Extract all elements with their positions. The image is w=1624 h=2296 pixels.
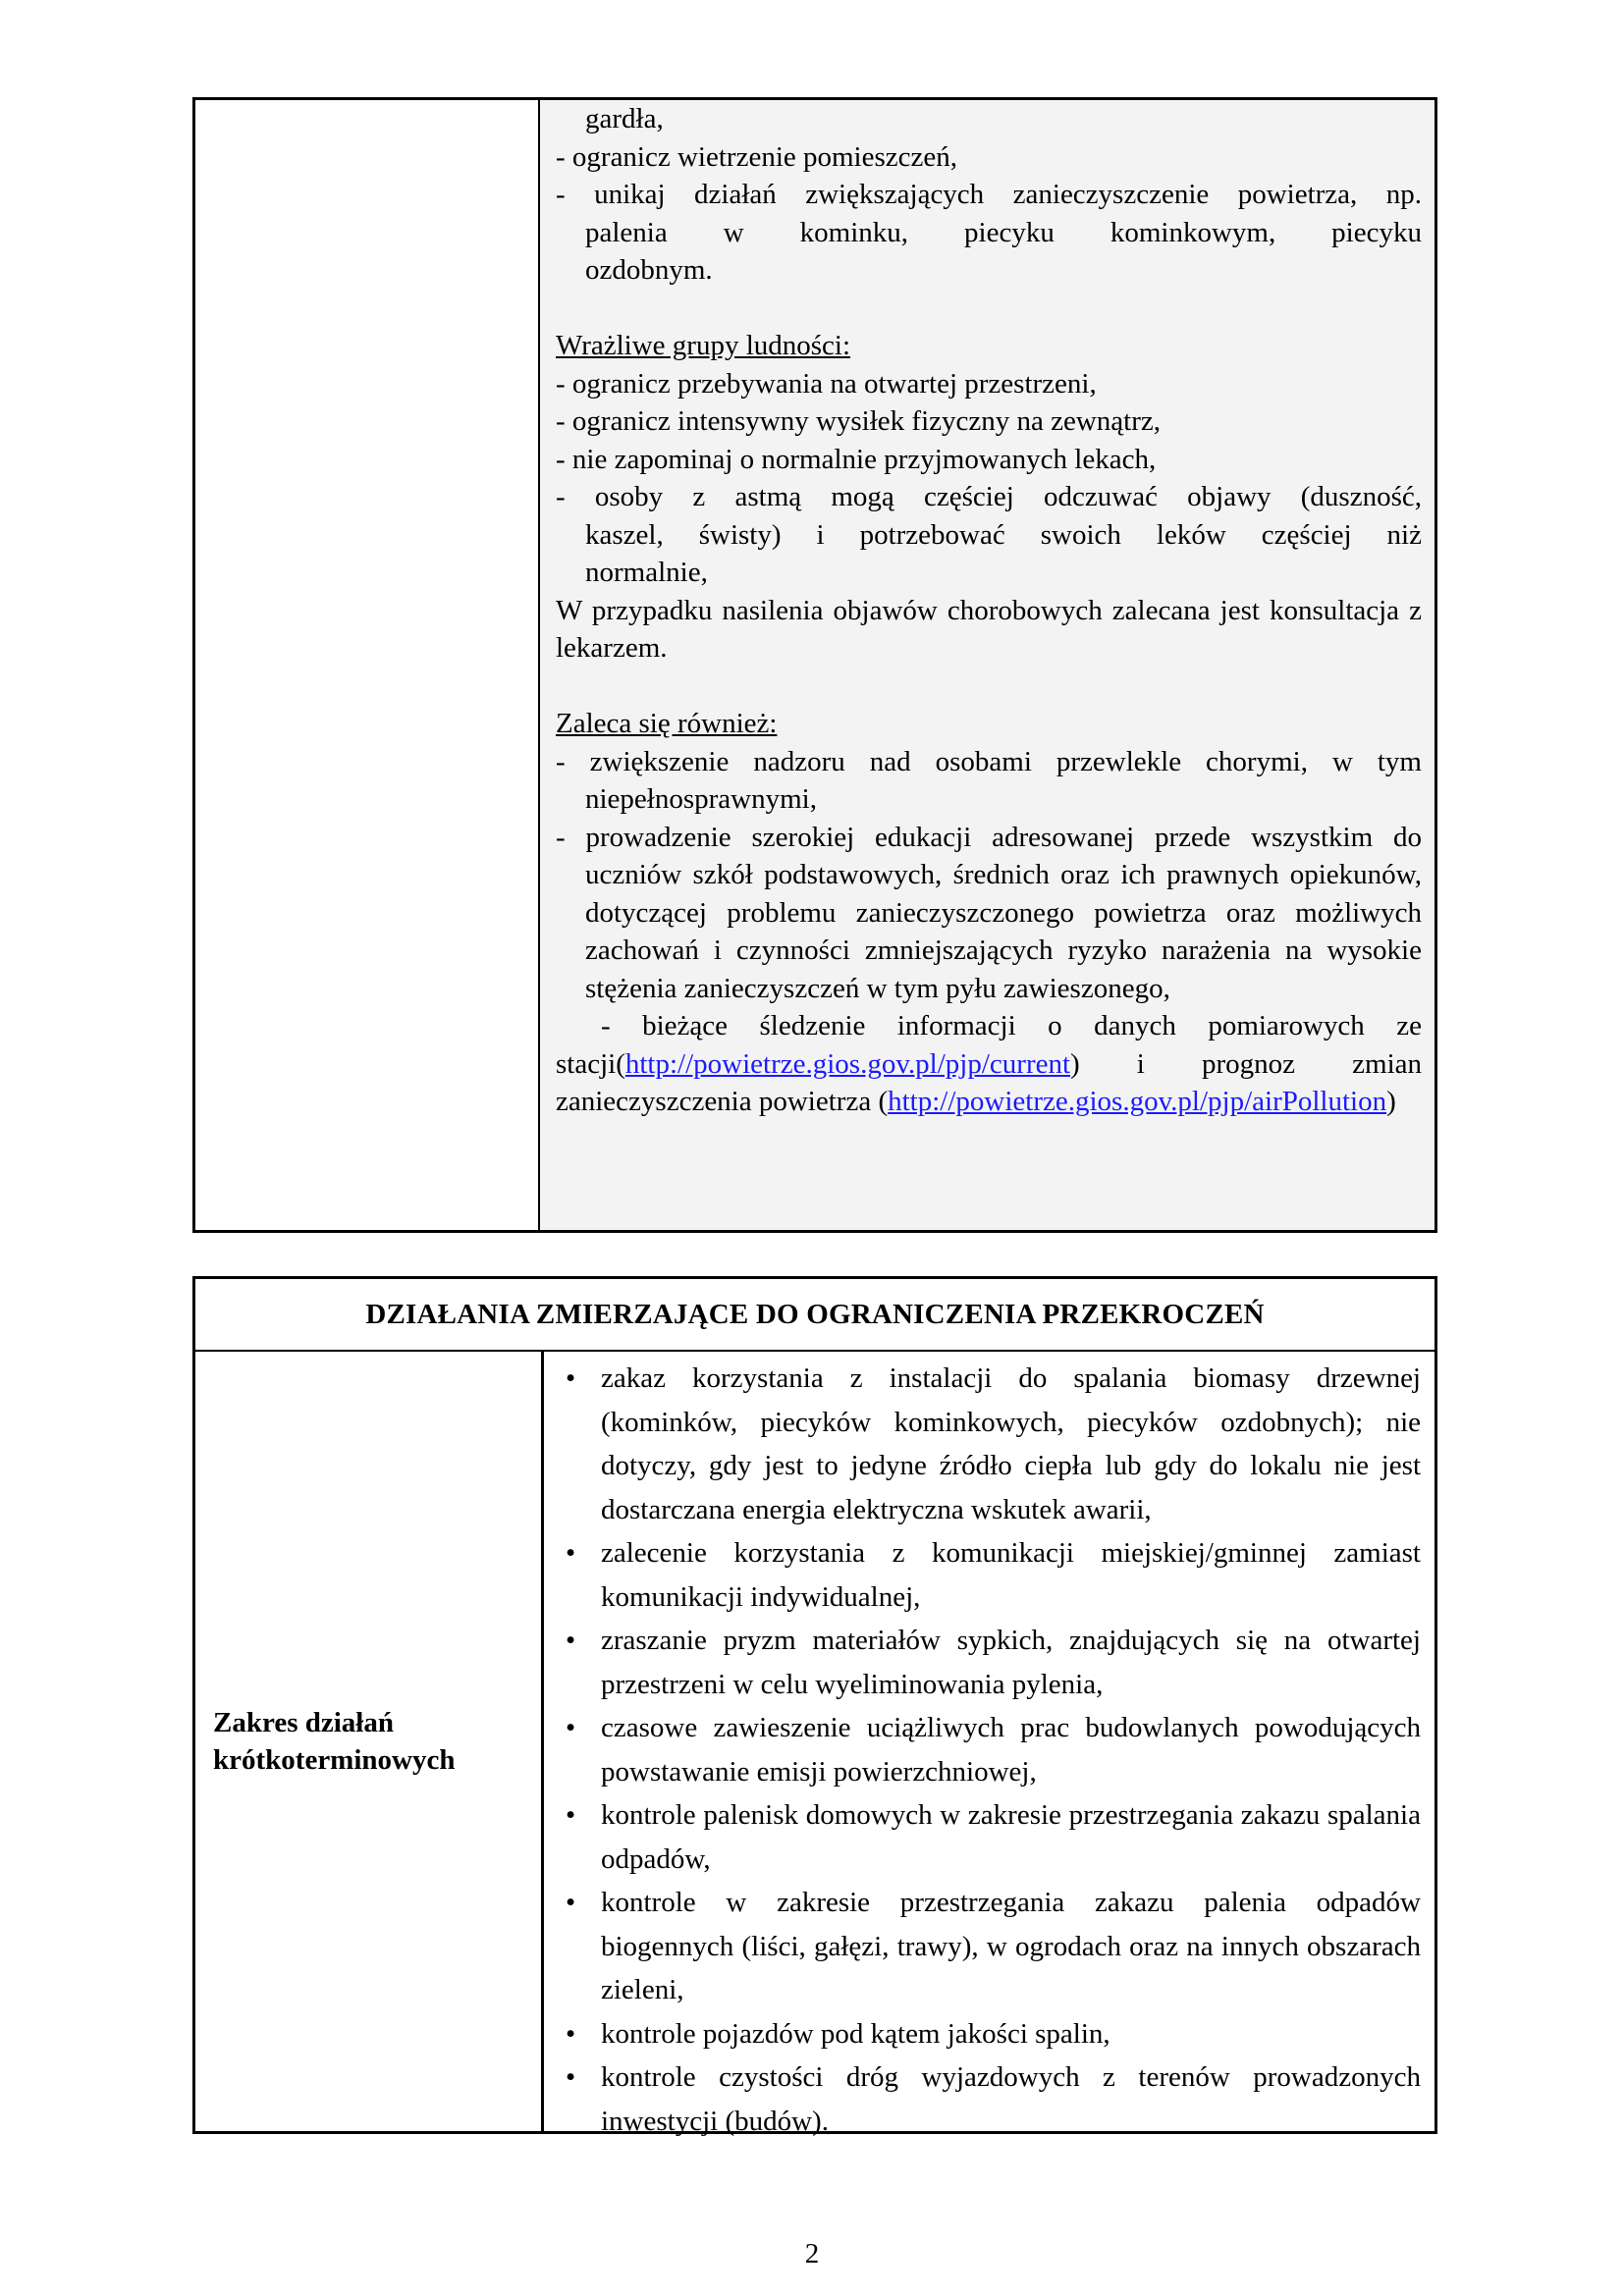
spacer [556, 290, 1422, 328]
list-item [558, 2012, 1421, 2056]
list-item-text: kontrole w zakresie przestrzegania zakazu palenia odpadów biogennych (liści, gałęzi, trawy), w ogrodach oraz na innych obszarach zieleni, [601, 1887, 1421, 2005]
bullet-icon: • [566, 1712, 576, 1743]
recommend-heading: Zaleca się również: [556, 708, 778, 739]
actions-table-body [195, 1352, 1435, 2137]
sensitive-item-3: - osoby z astmą mogą częściej odczuwać objawy (duszność, [556, 481, 1422, 512]
list-item-text: kontrole pojazdów pod kątem jakości spalin, [601, 2017, 1110, 2050]
recommend-item-1: - zwiększenie nadzoru nad osobami przewlekle chorymi, w tym niepełnosprawnymi, [556, 745, 1422, 815]
list-item-text: czasowe zawieszenie uciążliwych prac budowlanych powodujących powstawanie emisji powierzchniowej, [601, 1712, 1421, 1788]
actions-table [192, 1276, 1437, 2137]
short-term-actions-label-text: Zakres działań krótkoterminowych [213, 1707, 456, 1776]
recommend-item-3 [556, 1007, 1422, 1121]
sensitive-item-5: normalnie, [585, 557, 708, 588]
cont-line-0: gardła, [585, 103, 664, 134]
sensitive-groups-heading: Wrażliwe grupy ludności: [556, 330, 851, 361]
list-item-text: kontrole czystości dróg wyjazdowych z terenów prowadzonych inwestycji (budów). [601, 2061, 1421, 2137]
link-air-pollution-forecast[interactable]: http://powietrze.gios.gov.pl/pjp/airPollution [888, 1086, 1387, 1117]
cont-line-2: - unikaj działań zwiększających zanieczyszczenie powietrza, np. [556, 179, 1422, 210]
sensitive-item-2: - nie zapominaj o normalnie przyjmowanych lekach, [556, 443, 1157, 475]
list-item [558, 1706, 1421, 1793]
bullet-icon: • [566, 2017, 576, 2050]
list-item [558, 1881, 1421, 2012]
bullet-icon: • [566, 1362, 576, 1394]
short-term-actions-list-cell [544, 1352, 1435, 2137]
sensitive-item-4: kaszel, świsty) i potrzebować swoich leków częściej niż [585, 518, 1422, 551]
list-item-text: zakaz korzystania z instalacji do spalania biomasy drzewnej (kominków, piecyków kominkowych, piecyków ozdobnych); nie dotyczy, gdy jest to jedyne źródło ciepła lub gdy do lokalu nie jest dostarczana energia elektryczna wskutek awarii, [601, 1362, 1421, 1525]
recommend-3-prefix: - bieżące śledzenie informacji o danych pomiarowych ze stacji( [556, 1010, 1422, 1080]
list-item [558, 1793, 1421, 1881]
bullet-icon: • [566, 1887, 576, 1918]
cont-line-1: - ogranicz wietrzenie pomieszczeń, [556, 140, 958, 173]
bullet-icon: • [566, 2061, 576, 2093]
list-item [558, 2056, 1421, 2143]
short-term-actions-label [195, 1352, 544, 2131]
sensitive-item-1: - ogranicz intensywny wysiłek fizyczny na zewnątrz, [556, 405, 1162, 437]
recommend-item-2: - prowadzenie szerokiej edukacji adresowanej przede wszystkim do uczniów szkół podstawowych, średnich oraz ich prawnych opiekunów, dotyczącej problemu zanieczyszczonego powietrza oraz możliwych zachowań i czynności zmniejszających ryzyko narażenia na wysokie stężenia zanieczyszczeń w tym pyłu zawieszonego, [556, 821, 1422, 1004]
bullet-icon: • [566, 1625, 576, 1656]
spacer [556, 667, 1422, 706]
list-item [558, 1531, 1421, 1619]
continuation-table [192, 97, 1437, 1233]
consult-text: W przypadku nasilenia objawów chorobowych zalecana jest konsultacja z lekarzem. [556, 594, 1422, 664]
continuation-right-cell [540, 100, 1435, 1230]
recommend-3-suffix: ) [1386, 1086, 1396, 1117]
link-current-measurements[interactable]: http://powietrze.gios.gov.pl/pjp/current [624, 1047, 1071, 1080]
list-item [558, 1357, 1421, 1531]
actions-table-title: DZIAŁANIA ZMIERZAJĄCE DO OGRANICZENIA PRZEKROCZEŃ [195, 1279, 1435, 1352]
bullet-icon: • [566, 1799, 576, 1831]
list-item-text: zraszanie pryzm materiałów sypkich, znajdujących się na otwartej przestrzeni w celu wyeliminowania pylenia, [601, 1625, 1421, 1700]
recommend-3-mid: ) i prognoz zmian zanieczyszczenia powietrza ( [556, 1047, 1422, 1117]
list-item [558, 1619, 1421, 1706]
list-item-text: kontrole palenisk domowych w zakresie przestrzegania zakazu spalania odpadów, [601, 1799, 1421, 1875]
cont-line-4: ozdobnym. [585, 254, 713, 286]
short-term-actions-list [558, 1357, 1421, 2143]
page-number: 2 [804, 2238, 820, 2269]
sensitive-item-0: - ogranicz przebywania na otwartej przestrzeni, [556, 367, 1097, 400]
bullet-icon: • [566, 1537, 576, 1569]
cont-line-3: palenia w kominku, piecyku kominkowym, piecyku [585, 216, 1422, 248]
continuation-left-cell [195, 100, 540, 1230]
list-item-text: zalecenie korzystania z komunikacji miejskiej/gminnej zamiast komunikacji indywidualnej, [601, 1537, 1421, 1613]
